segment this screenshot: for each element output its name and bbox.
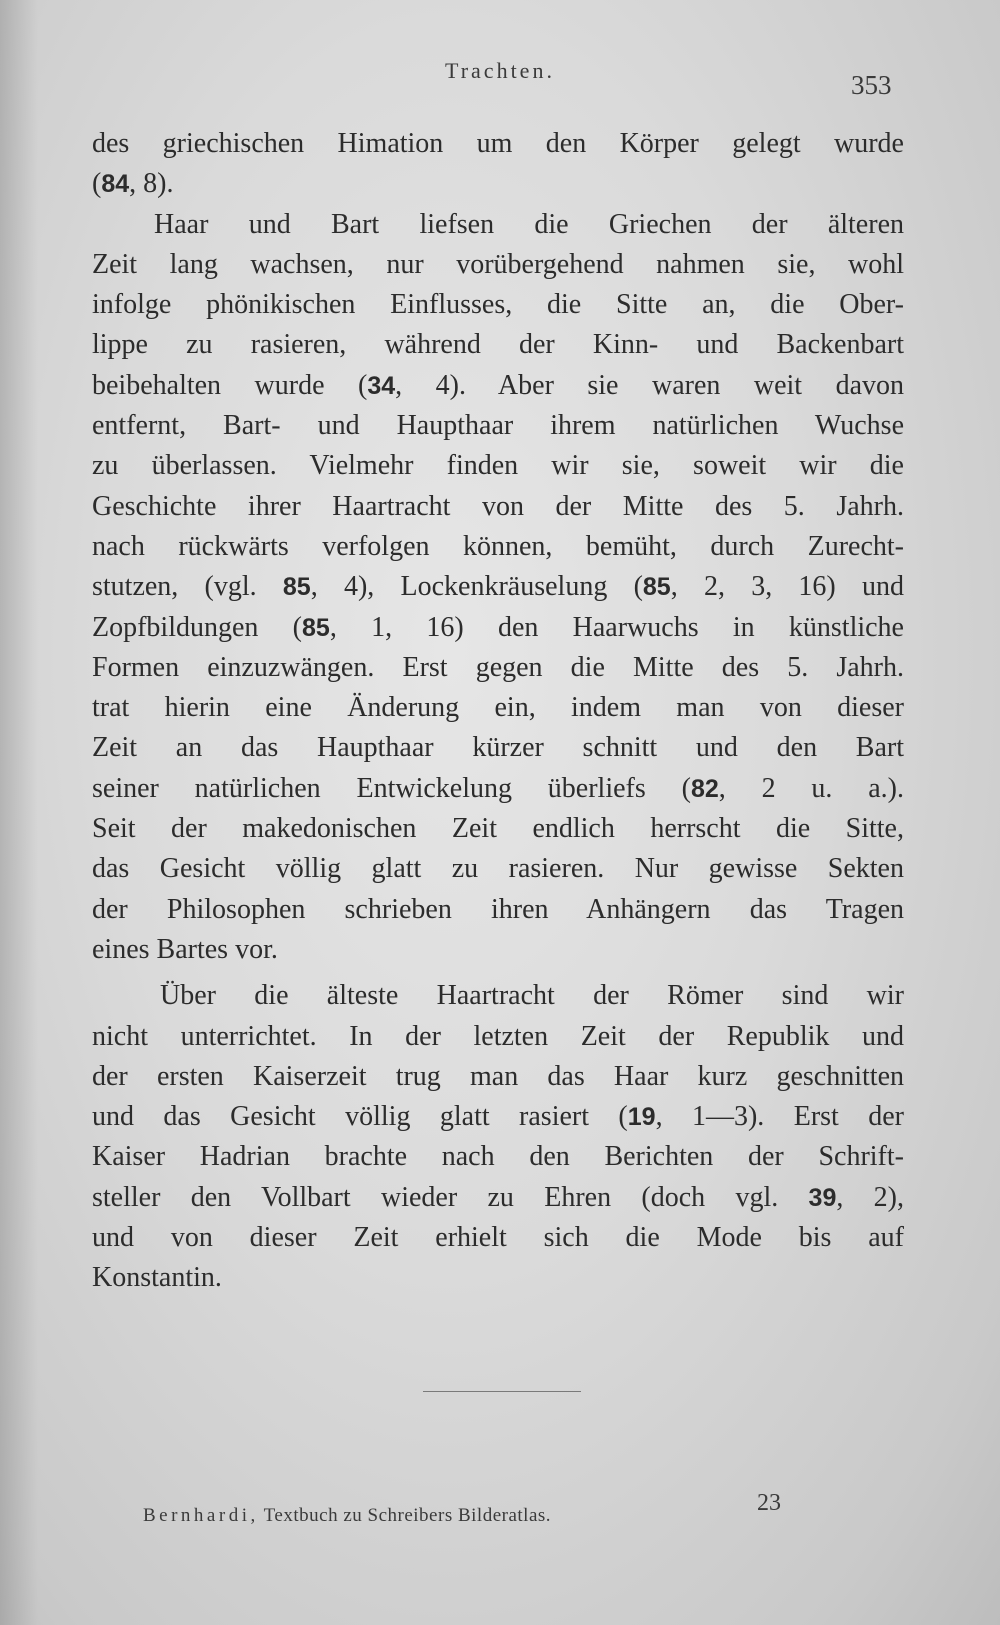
- figure-reference: 85: [642, 573, 671, 602]
- text-line: Konstantin.: [92, 1262, 222, 1294]
- figure-reference: 34: [367, 371, 396, 400]
- text-line: Geschichte ihrer Haartracht von der Mitte des 5. Jahrh.: [92, 490, 904, 522]
- text-line: Seit der makedonischen Zeit endlich herrscht die Sitte,: [92, 813, 904, 845]
- footer-imprint: [143, 1505, 551, 1527]
- text-line: und von dieser Zeit erhielt sich die Mode bis auf: [92, 1222, 904, 1254]
- page-number: 353: [851, 70, 892, 100]
- text-line: Formen einzuzwängen. Erst gegen die Mitte des 5. Jahrh.: [92, 651, 904, 683]
- text-line: trat hierin eine Änderung ein, indem man von dieser: [92, 692, 904, 724]
- page-edge-shadow: [0, 0, 38, 1625]
- text-line: Zopfbildungen (85, 1, 16) den Haarwuchs in künstliche: [92, 611, 904, 643]
- text-line: der ersten Kaiserzeit trug man das Haar kurz geschnitten: [92, 1060, 904, 1092]
- paragraph-2: [92, 205, 904, 971]
- running-head: Trachten.: [445, 58, 555, 83]
- text-line: lippe zu rasieren, während der Kinn- und Backenbart: [92, 329, 904, 361]
- text-line: der Philosophen schrieben ihren Anhängern das Tragen: [92, 893, 904, 925]
- text-line: steller den Vollbart wieder zu Ehren (doch vgl. 39, 2),: [92, 1181, 904, 1213]
- paragraph-3: [92, 976, 904, 1298]
- footer-book-title: Textbuch zu Schreibers Bilderatlas.: [263, 1505, 552, 1526]
- text-line: infolge phönikischen Einflusses, die Sitte an, die Ober-: [92, 289, 904, 321]
- text-line: Über die älteste Haartracht der Römer sind wir: [160, 980, 904, 1012]
- section-rule: [423, 1391, 581, 1392]
- figure-reference: 84: [101, 170, 130, 199]
- text-line: zu überlassen. Vielmehr finden wir sie, soweit wir die: [92, 450, 904, 482]
- text-line: Haar und Bart liefsen die Griechen der älteren: [154, 208, 904, 240]
- text-line: beibehalten wurde (34, 4). Aber sie waren weit davon: [92, 369, 904, 401]
- text-line: (84, 8).: [92, 168, 174, 200]
- text-line: Zeit lang wachsen, nur vorübergehend nahmen sie, wohl: [92, 248, 904, 280]
- footer-author: Bernhardi,: [143, 1505, 259, 1526]
- text-line: Zeit an das Haupthaar kürzer schnitt und den Bart: [92, 732, 904, 764]
- text-line: stutzen, (vgl. 85, 4), Lockenkräuselung (85, 2, 3, 16) und: [92, 571, 905, 603]
- body-text: [92, 124, 904, 1299]
- figure-reference: 85: [302, 613, 330, 642]
- figure-reference: 39: [808, 1183, 837, 1212]
- text-line: Kaiser Hadrian brachte nach den Berichten der Schrift-: [92, 1141, 904, 1173]
- text-line: das Gesicht völlig glatt zu rasieren. Nur gewisse Sekten: [92, 853, 904, 885]
- paragraph-1: [92, 124, 904, 205]
- text-line: eines Bartes vor.: [92, 933, 278, 965]
- text-line: des griechischen Himation um den Körper gelegt wurde: [92, 128, 904, 159]
- text-line: entfernt, Bart- und Haupthaar ihrem natürlichen Wuchse: [92, 410, 904, 442]
- text-line: und das Gesicht völlig glatt rasiert (19, 1—3). Erst der: [92, 1101, 904, 1133]
- text-line: nicht unterrichtet. In der letzten Zeit der Republik und: [92, 1020, 904, 1052]
- text-line: seiner natürlichen Entwickelung überliefs (82, 2 u. a.).: [92, 772, 904, 804]
- figure-reference: 19: [627, 1103, 656, 1132]
- text-line: nach rückwärts verfolgen können, bemüht, durch Zurecht-: [92, 530, 904, 562]
- figure-reference: 82: [690, 774, 719, 803]
- signature-mark: 23: [757, 1490, 781, 1516]
- figure-reference: 85: [282, 573, 311, 602]
